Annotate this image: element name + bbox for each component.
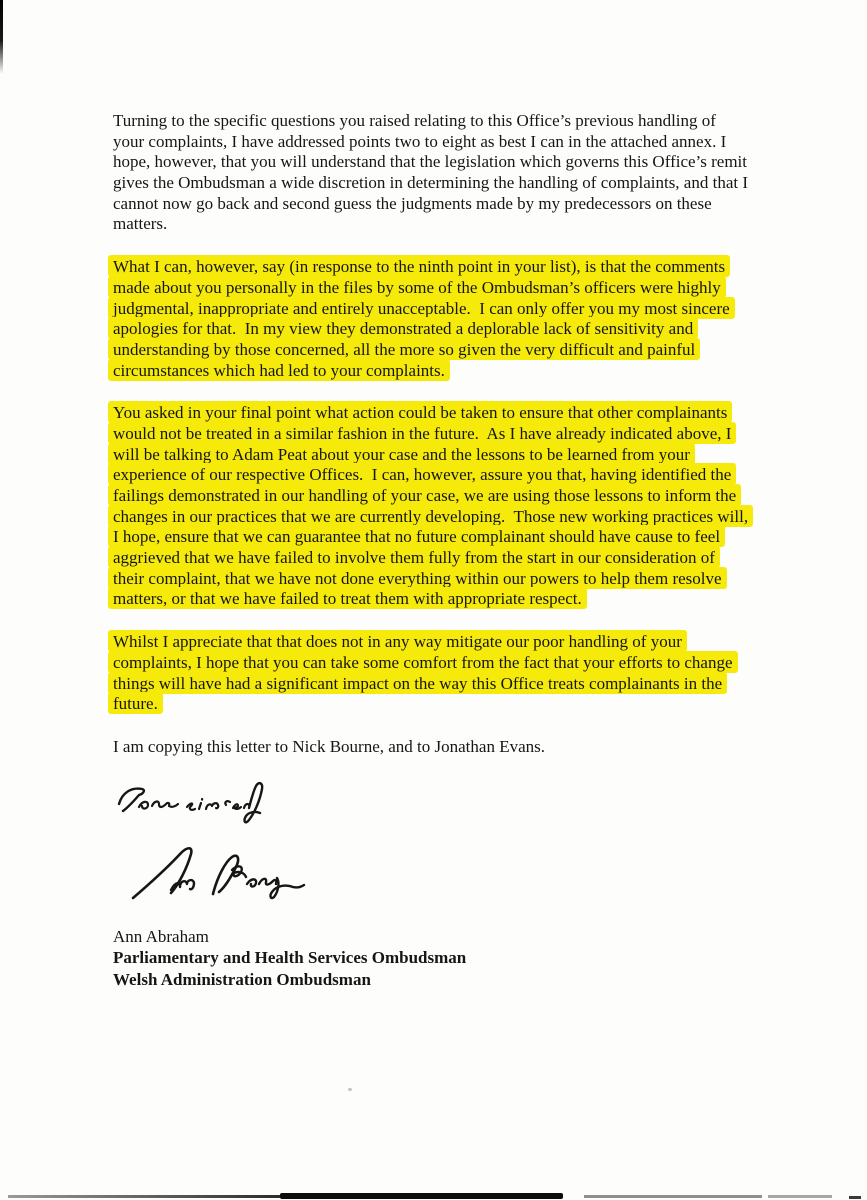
- highlight-mark: matters, or that we have failed to treat them with appropriate respect.: [108, 587, 587, 609]
- highlight-mark: changes in our practices that we are currently developing. Those new working practices will,: [108, 505, 753, 527]
- text-line: [113, 632, 805, 653]
- signature-area: [113, 780, 805, 991]
- paragraph: [113, 737, 805, 758]
- scan-artifact-speck: [348, 1088, 352, 1091]
- text-line: your complaints, I have addressed points two to eight as best I can in the attached annex. I: [113, 131, 727, 151]
- text-line: cannot now go back and second guess the judgments made by my predecessors on these: [113, 193, 712, 213]
- text-line: [113, 299, 805, 320]
- text-line: [113, 465, 805, 486]
- text-line: I am copying this letter to Nick Bourne, and to Jonathan Evans.: [113, 736, 545, 756]
- highlight-mark: aggrieved that we have failed to involve them fully from the start in our consideration of: [108, 546, 720, 568]
- text-line: [113, 319, 805, 340]
- highlight-mark: judgmental, inappropriate and entirely unacceptable. I can only offer you my most sincere: [108, 297, 735, 319]
- highlight-mark: experience of our respective Offices. I can, however, assure you that, having identified the: [108, 463, 736, 485]
- text-line: [113, 694, 805, 715]
- highlight-mark: understanding by those concerned, all the more so given the very difficult and painful: [108, 338, 700, 360]
- signatory-title-1: Parliamentary and Health Services Ombudsman: [113, 948, 467, 968]
- text-line: [113, 445, 805, 466]
- letter-body: [113, 111, 805, 758]
- highlight-mark: made about you personally in the files by some of the Ombudsman’s officers were highly: [108, 276, 726, 298]
- highlight-mark: complaints, I hope that you can take some comfort from the fact that your efforts to change: [108, 651, 738, 673]
- text-line: [113, 589, 805, 610]
- text-line: [113, 486, 805, 507]
- text-line: [113, 340, 805, 361]
- highlight-mark: What I can, however, say (in response to the ninth point in your list), is that the comments: [108, 255, 730, 277]
- highlight-mark: You asked in your final point what action could be taken to ensure that other complainants: [108, 401, 732, 423]
- highlight-mark: failings demonstrated in our handling of your case, we are using those lessons to inform the: [108, 484, 741, 506]
- highlight-mark: their complaint, that we have not done everything within our powers to help them resolve: [108, 567, 727, 589]
- highlight-mark: I hope, ensure that we can guarantee that no future complainant should have cause to feel: [108, 525, 725, 547]
- text-line: [113, 403, 805, 424]
- text-line: [113, 507, 805, 528]
- text-line: gives the Ombudsman a wide discretion in determining the handling of complaints, and that I: [113, 173, 749, 193]
- text-line: matters.: [113, 214, 168, 234]
- scan-artifact-bottom-bar: [584, 1195, 762, 1198]
- highlight-mark: would not be treated in a similar fashion in the future. As I have already indicated above, I: [108, 422, 736, 444]
- text-line: [113, 527, 805, 548]
- highlight-mark: circumstances which had led to your complaints.: [108, 359, 450, 381]
- text-line: [113, 361, 805, 382]
- highlight-mark: apologies for that. In my view they demonstrated a deplorable lack of sensitivity and: [108, 317, 698, 339]
- text-line: hope, however, that you will understand that the legislation which governs this Office’s remit: [113, 152, 748, 172]
- scan-artifact-bottom-bar: [849, 1196, 861, 1199]
- letter-content: [113, 111, 805, 990]
- highlight-mark: will be talking to Adam Peat about your case and the lessons to be learned from your: [108, 443, 695, 465]
- paragraph-highlighted: [113, 257, 805, 381]
- highlight-mark: future.: [108, 692, 163, 714]
- scan-artifact-bottom-bar: [768, 1195, 832, 1198]
- signatory-block: [113, 926, 805, 991]
- handwritten-valediction: [115, 780, 267, 838]
- signatory-name: Ann Abraham: [113, 926, 209, 946]
- text-line: [113, 674, 805, 695]
- text-line: [113, 424, 805, 445]
- text-line: [113, 569, 805, 590]
- paragraph-highlighted: [113, 632, 805, 715]
- highlight-mark: things will have had a significant impact on the way this Office treats complainants in the: [108, 672, 727, 694]
- scan-artifact-left-edge: [0, 0, 3, 74]
- scan-artifact-bottom-bar: [280, 1193, 563, 1199]
- text-line: Turning to the specific questions you raised relating to this Office’s previous handling of: [113, 111, 716, 130]
- signatory-title-2: Welsh Administration Ombudsman: [113, 969, 371, 989]
- text-line: [113, 653, 805, 674]
- text-line: [113, 257, 805, 278]
- paragraph: [113, 111, 805, 235]
- handwritten-signature: [129, 840, 307, 910]
- highlight-mark: Whilst I appreciate that that does not in any way mitigate our poor handling of your: [108, 630, 687, 652]
- text-line: [113, 548, 805, 569]
- paragraph-highlighted: [113, 403, 805, 610]
- scan-artifact-bottom-bar: [8, 1195, 280, 1198]
- text-line: [113, 278, 805, 299]
